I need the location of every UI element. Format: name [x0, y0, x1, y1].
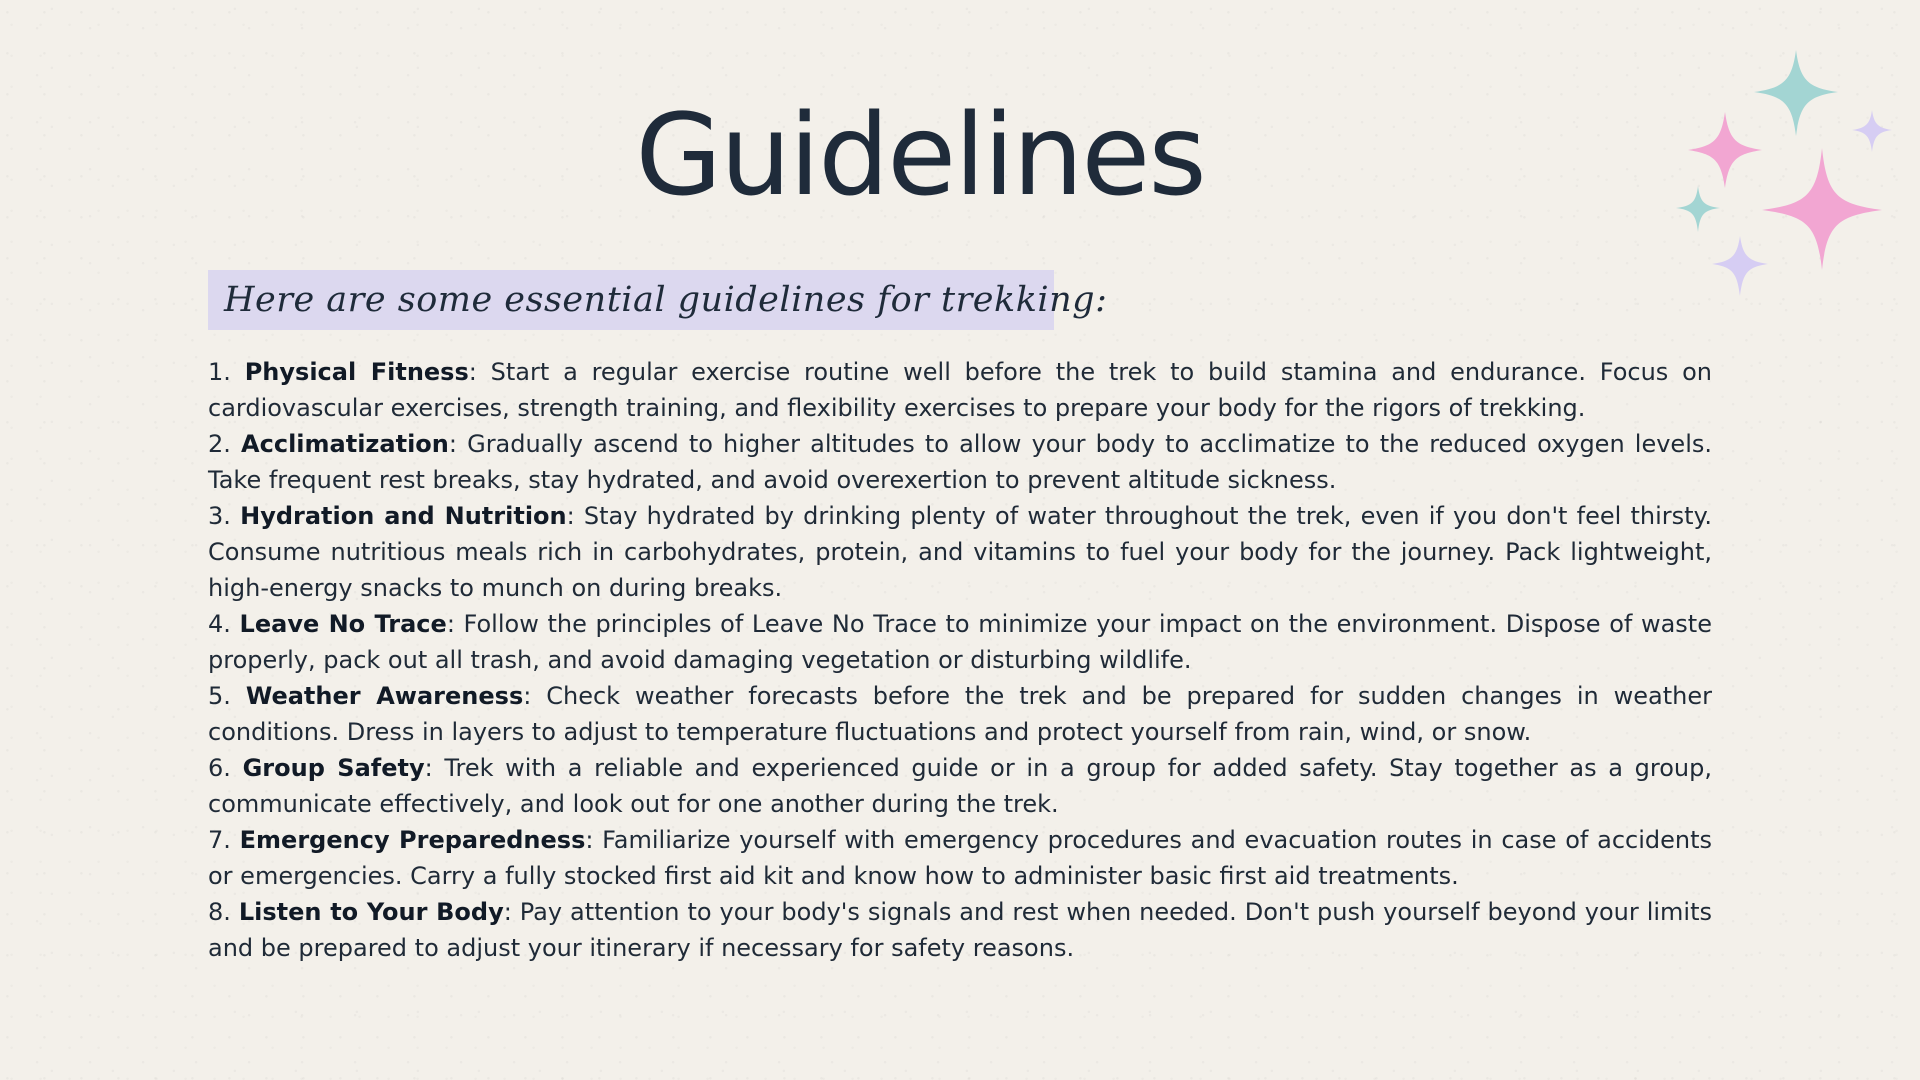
guideline-number: 8. — [208, 898, 231, 926]
sparkle-lavender-small — [1852, 110, 1892, 152]
guideline-text: : Follow the principles of Leave No Trace to minimize your impact on the environment. Dispose of waste properly, pack out all trash, and avoid damaging vegetation or disturbing wildlife. — [208, 610, 1712, 674]
sparkle-pink-large — [1762, 148, 1882, 270]
guideline-number: 7. — [208, 826, 231, 854]
subtitle-highlight — [208, 270, 1108, 330]
guideline-item — [208, 822, 1712, 894]
slide-title: Guidelines — [635, 91, 1205, 221]
sparkles-icon — [1670, 40, 1920, 310]
guideline-text: : Gradually ascend to higher altitudes to allow your body to acclimatize to the reduced oxygen levels. Take frequent rest breaks, stay hydrated, and avoid overexertion to prevent altitude sickness. — [208, 430, 1712, 494]
guideline-text: : Pay attention to your body's signals and rest when needed. Don't push yourself beyond your limits and be prepared to adjust your itinerary if necessary for safety reasons. — [208, 898, 1712, 962]
guideline-number: 1. — [208, 358, 231, 386]
guideline-heading: Physical Fitness — [244, 358, 469, 386]
guidelines-list — [208, 354, 1712, 966]
guideline-item — [208, 426, 1712, 498]
guideline-text: : Familiarize yourself with emergency procedures and evacuation routes in case of accidents or emergencies. Carry a fully stocked first aid kit and know how to administer basic first aid treatments. — [208, 826, 1712, 890]
guideline-heading: Listen to Your Body — [238, 898, 504, 926]
guideline-item — [208, 750, 1712, 822]
guideline-item — [208, 678, 1712, 750]
guideline-heading: Group Safety — [242, 754, 425, 782]
guideline-heading: Emergency Preparedness — [239, 826, 586, 854]
guideline-item — [208, 894, 1712, 966]
guideline-number: 6. — [208, 754, 231, 782]
guideline-text: : Check weather forecasts before the trek and be prepared for sudden changes in weather conditions. Dress in layers to adjust to temperature fluctuations and protect yourself from rain, wind, or snow. — [208, 682, 1712, 746]
guideline-heading: Leave No Trace — [239, 610, 447, 638]
guideline-item — [208, 354, 1712, 426]
guideline-item — [208, 606, 1712, 678]
guideline-number: 2. — [208, 430, 231, 458]
guideline-item — [208, 498, 1712, 606]
guideline-heading: Weather Awareness — [245, 682, 524, 710]
guideline-heading: Acclimatization — [241, 430, 449, 458]
sparkle-pink-medium — [1688, 112, 1762, 188]
sparkle-teal-large — [1754, 50, 1838, 136]
guideline-number: 3. — [208, 502, 231, 530]
sparkle-teal-small — [1676, 186, 1720, 232]
guideline-text: : Start a regular exercise routine well before the trek to build stamina and endurance. Focus on cardiovascular exercises, strength training, and flexibility exercises to prepare your body for the rigors of trekking. — [208, 358, 1712, 422]
subtitle: Here are some essential guidelines for trekking: — [224, 280, 1108, 320]
guideline-text: : Stay hydrated by drinking plenty of water throughout the trek, even if you don't feel thirsty. Consume nutritious meals rich in carbohydrates, protein, and vitamins to fuel your body for the journey. Pack lightweight, high-energy snacks to munch on during breaks. — [208, 502, 1712, 602]
guideline-number: 4. — [208, 610, 231, 638]
guideline-number: 5. — [208, 682, 231, 710]
guideline-heading: Hydration and Nutrition — [240, 502, 567, 530]
sparkle-lavender-medium — [1712, 236, 1768, 296]
guideline-text: : Trek with a reliable and experienced guide or in a group for added safety. Stay together as a group, communicate effectively, and look out for one another during the trek. — [208, 754, 1713, 818]
